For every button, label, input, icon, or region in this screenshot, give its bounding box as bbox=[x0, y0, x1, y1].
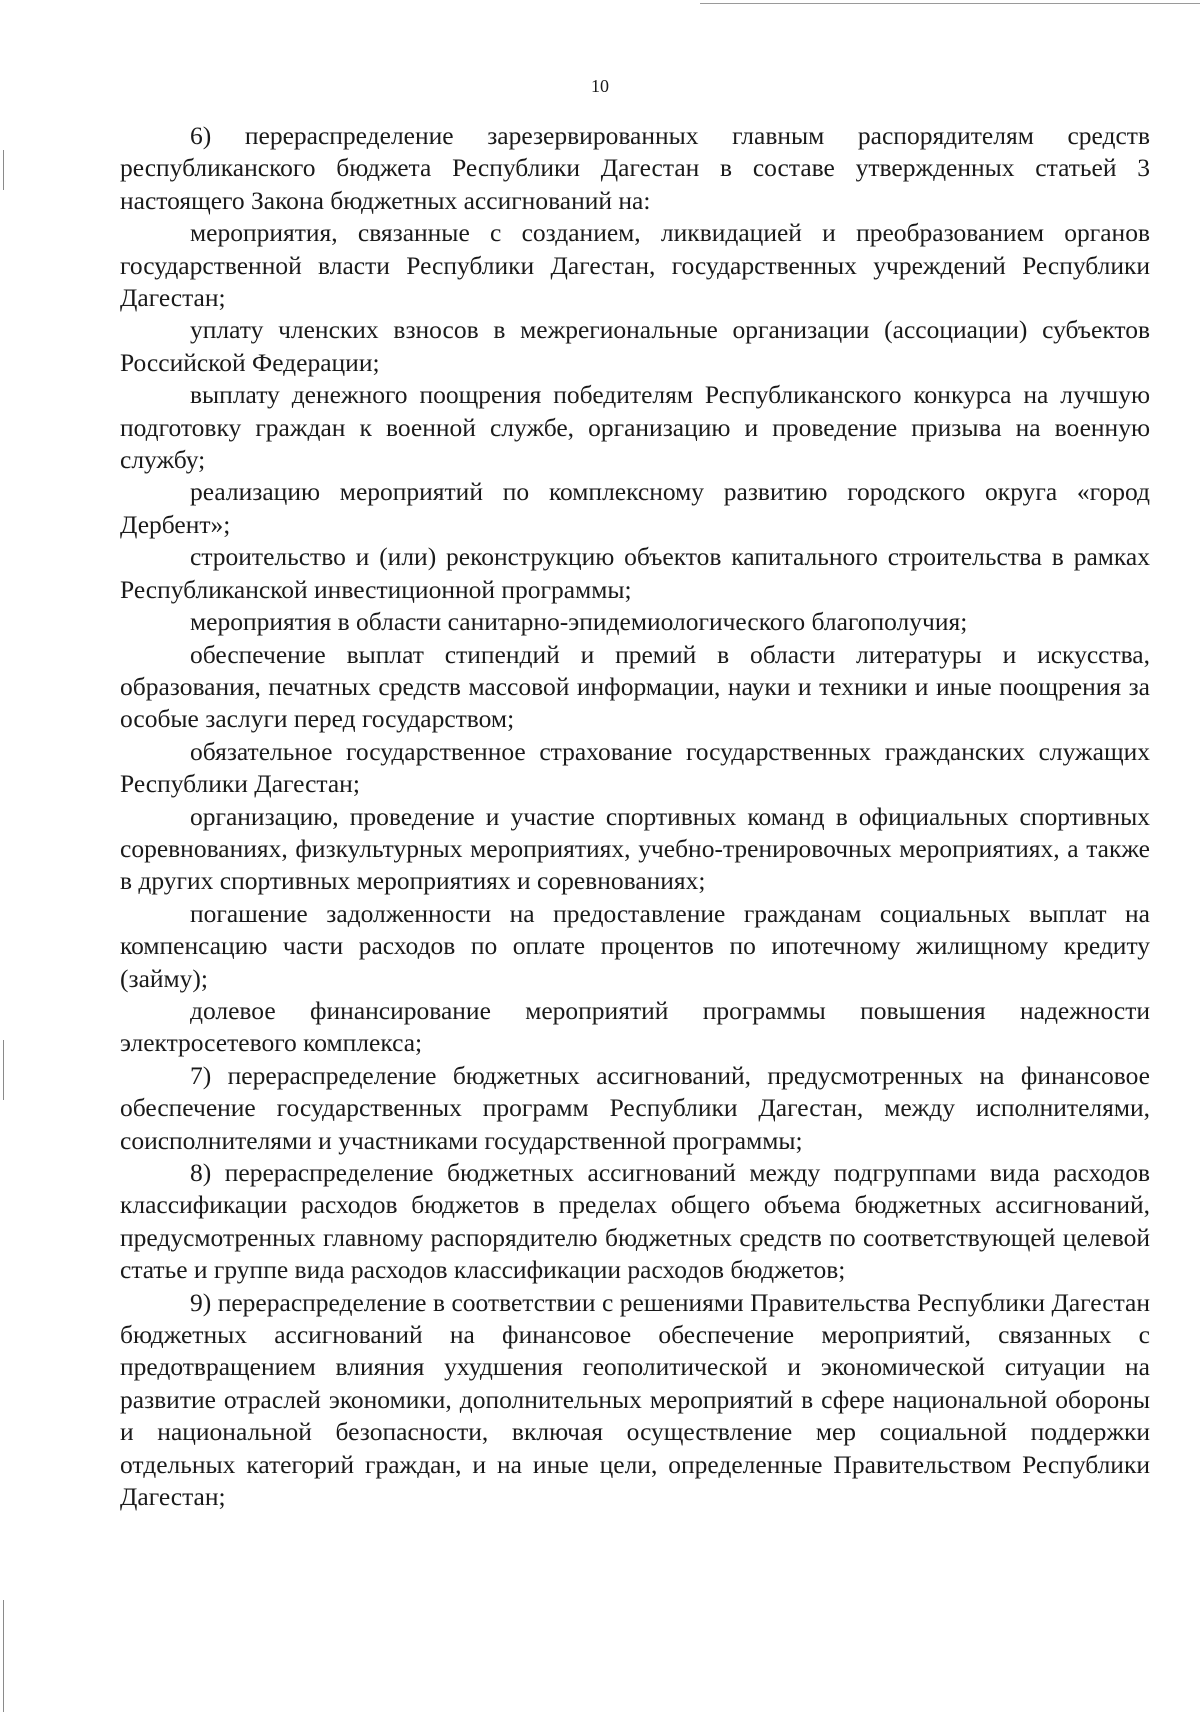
paragraph-construction: строительство и (или) реконструкцию объектов капитального строительства в рамках Республиканской инвестиционной программы; bbox=[120, 542, 1150, 604]
document-body bbox=[120, 120, 1150, 1513]
paragraph-organs: мероприятия, связанные с созданием, ликвидацией и преобразованием органов государственной власти Республики Дагестан, государственных учреждений Республики Дагестан; bbox=[120, 218, 1150, 313]
paragraph-sports: организацию, проведение и участие спортивных команд в официальных спортивных соревнованиях, физкультурных мероприятиях, учебно-тренировочных мероприятиях, а также в других спортивных мероприятиях и соревнованиях; bbox=[120, 801, 1150, 896]
scan-edge-left bbox=[3, 150, 4, 190]
paragraph-7: 7) перераспределение бюджетных ассигнований, предусмотренных на финансовое обеспечение государственных программ Республики Дагестан, между исполнителями, соисполнителями и участниками государственной программы; bbox=[120, 1060, 1150, 1155]
paragraph-sanitary: мероприятия в области санитарно-эпидемиологического благополучия; bbox=[190, 607, 968, 637]
paragraph-derbent: реализацию мероприятий по комплексному развитию городского округа «город Дербент»; bbox=[120, 477, 1150, 539]
paragraph-6: 6) перераспределение зарезервированных главным распорядителям средств республиканского бюджета Республики Дагестан в составе утвержденных статьей 3 настоящего Закона бюджетных ассигнований на: bbox=[120, 121, 1150, 215]
scan-edge-left bbox=[3, 1040, 4, 1100]
paragraph-membership-fees: уплату членских взносов в межрегиональные организации (ассоциации) субъектов Российской Федерации; bbox=[120, 315, 1150, 377]
paragraph-mortgage: погашение задолженности на предоставление гражданам социальных выплат на компенсацию части расходов по оплате процентов по ипотечному жилищному кредиту (займу); bbox=[120, 898, 1150, 993]
paragraph-insurance: обязательное государственное страхование государственных гражданских служащих Республики Дагестан; bbox=[120, 736, 1150, 799]
scan-edge-top bbox=[700, 3, 1200, 4]
paragraph-9: 9) перераспределение в соответствии с решениями Правительства Республики Дагестан бюджетных ассигнований на финансовое обеспечение мероприятий, связанных с предотвращением влияния ухудшения геополитической и экономической ситуации на развитие отраслей экономики, дополнительных мероприятий в сфере национальной обороны и национальной безопасности, включая осуществление мер социальной поддержки отдельных категорий граждан, и на иные цели, определенные Правительством Республики Дагестан; bbox=[120, 1287, 1150, 1512]
scan-edge-left bbox=[3, 1600, 4, 1712]
paragraph-8: 8) перераспределение бюджетных ассигнований между подгруппами вида расходов классификации расходов бюджетов в пределах общего объема бюджетных ассигнований, предусмотренных главному распорядителю бюджетных средств по соответствующей целевой статье и группе вида расходов классификации расходов бюджетов; bbox=[120, 1158, 1150, 1285]
paragraph-stipends: обеспечение выплат стипендий и премий в области литературы и искусства, образования, печатных средств массовой информации, науки и техники и иные поощрения за особые заслуги перед государством; bbox=[120, 639, 1150, 734]
paragraph-power-grid: долевое финансирование мероприятий программы повышения надежности электросетевого комплекса; bbox=[120, 995, 1150, 1058]
page-number: 10 bbox=[591, 76, 609, 96]
paragraph-military-contest: выплату денежного поощрения победителям Республиканского конкурса на лучшую подготовку граждан к военной службе, организацию и проведение призыва на военную службу; bbox=[120, 380, 1150, 475]
